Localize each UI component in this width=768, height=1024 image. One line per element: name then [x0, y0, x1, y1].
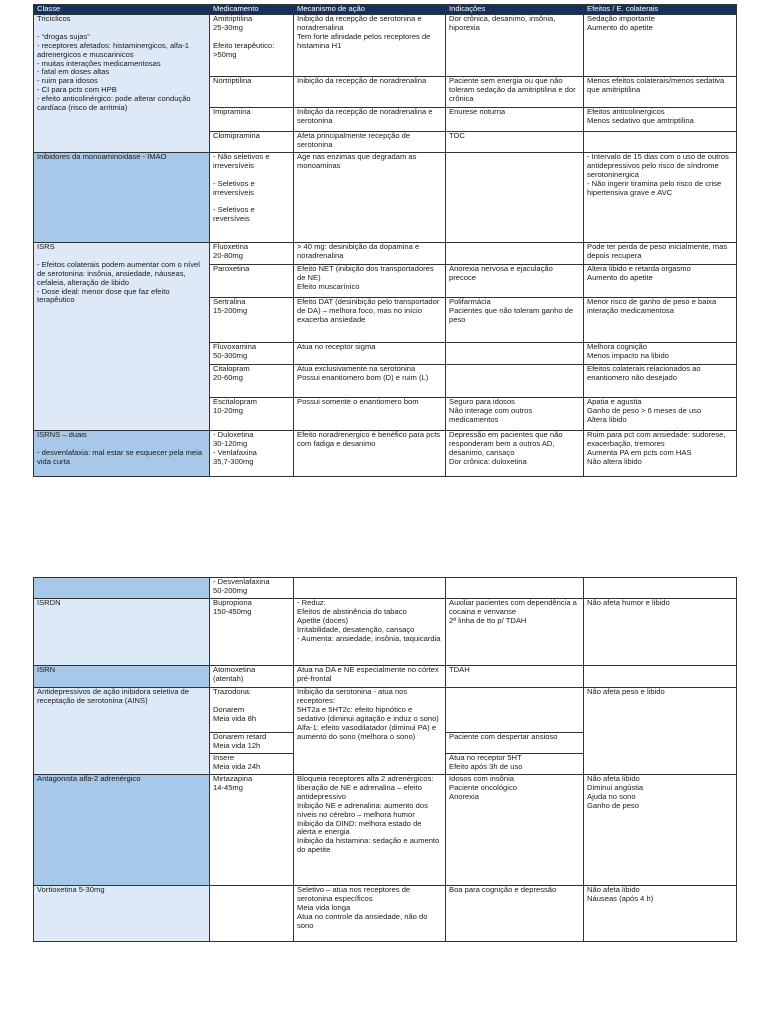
efe-cell: Sedação importante Aumento do apetite	[584, 15, 737, 77]
med-cell: Insere Meia vida 24h	[210, 754, 294, 775]
ind-cell	[446, 578, 584, 599]
ind-cell: TOC	[446, 132, 584, 153]
efe-cell: Não afeta peso e libido	[584, 688, 737, 775]
class-cell-empty	[34, 578, 210, 599]
ind-cell: Depressão em pacientes que não responderam bem a outros AD, desanimo, cansaço Dor crônica: duloxetina	[446, 431, 584, 477]
table-row	[34, 886, 737, 942]
med-cell: Escitalopram 10-20mg	[210, 398, 294, 431]
table-row	[34, 599, 737, 666]
med-cell: Bupropiona 150-450mg	[210, 599, 294, 666]
mec-cell: Inibição da recepção de noradrenalina e serotonina	[294, 108, 446, 132]
mec-cell: Seletivo – atua nos receptores de serotonina específicos Meia vida longa Atua no controle da ansiedade, não do sono	[294, 886, 446, 942]
class-cell-imao: Inibidores da monoaminoidase - IMAO	[34, 153, 210, 243]
mec-cell: Bloqueia receptores alfa 2 adrenérgicos: liberação de NE e adrenalina – efeito antidepressivo Inibição NE e adrenalina: aumento dos níveis no cérebro – melhora humor Inibição da DIND: melhora estado de alerta e energia Inibição da histamina: sedação e aumento do apetite	[294, 775, 446, 886]
class-cell-isrns: ISRNS – duais - desvenlafaxia: mal estar se esquecer pela meia vida curta	[34, 431, 210, 477]
efe-cell: Efeitos colaterais relacionados ao enantiomero não desejado	[584, 365, 737, 398]
ind-cell: Boa para cognição e depressão	[446, 886, 584, 942]
med-cell: - Desvenlafaxina 50-200mg	[210, 578, 294, 599]
mec-cell: Age nas enzimas que degradam as monoaminas	[294, 153, 446, 243]
class-cell-isrn: ISRN	[34, 666, 210, 688]
class-cell-isrs: ISRS - Efeitos colaterais podem aumentar com o nível de serotonina: insônia, ansiedade, náuseas, cefaleia, alteração de libido - Dose ideal: menor dose que faz efeito terapêutico	[34, 243, 210, 431]
med-cell: Trazodona: Donarem Meia vida 8h	[210, 688, 294, 733]
med-cell: Mirtazapina 14-45mg	[210, 775, 294, 886]
efe-cell: Ruim para pct com ansiedade: sudorese, exacerbação, tremores Aumenta PA em pcts com HAS Não altera libido	[584, 431, 737, 477]
table-row	[34, 431, 737, 477]
ind-cell: Idosos com insônia Paciente oncológico Anorexia	[446, 775, 584, 886]
med-cell: - Não seletivos e irreversíveis - Seletivos e irreversíveis - Seletivos e reversíveis	[210, 153, 294, 243]
class-cell-triciclicos: Tricíclicos - “drogas sujas” - receptores afetados: histaminergicos, alfa-1 adrenergicos e muscarinicos - muitas interações medicamentosas - fatal em doses altas - ruim para idosos - CI para pcts com HPB - efeito anticolinérgico: pode alterar condução cardíaca (risco de arritmia)	[34, 15, 210, 153]
mec-cell: Efeito noradrenergico é benéfico para pcts com fadiga e desanimo	[294, 431, 446, 477]
med-cell: Atomoxetina (atentah)	[210, 666, 294, 688]
med-cell: Clomipramina	[210, 132, 294, 153]
ind-cell	[446, 153, 584, 243]
efe-cell: Altera libido e retarda orgasmo Aumento do apetite	[584, 265, 737, 298]
mec-cell	[294, 578, 446, 599]
efe-cell	[584, 132, 737, 153]
efe-cell	[584, 578, 737, 599]
med-cell: Citalopram 20-60mg	[210, 365, 294, 398]
efe-cell: Não afeta libido Diminui angústia Ajuda no sono Ganho de peso	[584, 775, 737, 886]
mec-cell: - Reduz: Efeitos de abstinência do tabaco Apetite (doces) Irritabilidade, desatenção, cansaço - Aumenta: ansiedade, insônia, taquicardia	[294, 599, 446, 666]
med-cell: Sertralina 15-200mg	[210, 298, 294, 343]
class-cell-alfa2: Antagonista alfa-2 adrenérgico	[34, 775, 210, 886]
ind-cell	[446, 343, 584, 365]
efe-cell	[584, 666, 737, 688]
table-row	[34, 688, 737, 733]
mec-cell: Atua exclusivamente na serotonina Possui enantiomero bom (D) e ruim (L)	[294, 365, 446, 398]
efe-cell: Não afeta libido Náuseas (após 4 h)	[584, 886, 737, 942]
efe-cell: Efeitos anticolinergicos Menos sedativo que amtriptilina	[584, 108, 737, 132]
mec-cell: Atua na DA e NE especialmente no córtex pré-frontal	[294, 666, 446, 688]
mec-cell: Inibição da serotonina - atua nos receptores: 5HT2a e 5HT2c: efeito hipnótico e sedativo (diminui agitação e induz o sono) Alfa-1: efeito vasodilatador (diminui PA) e aumento do sono (melhora o sono)	[294, 688, 446, 775]
efe-cell: - Intervalo de 15 dias com o uso de outros antidepressivos pelo risco de síndrome serotoninergica - Não ingerir tiramina pelo risco de crise hipertensiva grave e AVC	[584, 153, 737, 243]
mec-cell: > 40 mg: desinibição da dopamina e noradrenalina	[294, 243, 446, 265]
header-classe: Classe	[34, 5, 210, 15]
med-cell: Donarem retard Meia vida 12h	[210, 733, 294, 754]
ind-cell	[446, 688, 584, 733]
mec-cell: Efeito DAT (desinibição pelo transportador de DA) – melhora foco, mas no início exacerba ansiedade	[294, 298, 446, 343]
ind-cell: Dor crônica, desanimo, insônia, hiporexia	[446, 15, 584, 77]
efe-cell: Melhora cognição Menos impacto na libido	[584, 343, 737, 365]
header-medicamento: Medicamento	[210, 5, 294, 15]
class-cell-vortioxetina: Vortioxetina 5-30mg	[34, 886, 210, 942]
table-row	[34, 666, 737, 688]
med-cell: Nortriptilina	[210, 77, 294, 108]
table-row	[34, 15, 737, 77]
ind-cell: Atua no receptor 5HT Efeito após 3h de uso	[446, 754, 584, 775]
table-row	[34, 153, 737, 243]
med-cell	[210, 886, 294, 942]
mec-cell: Possui somente o enantiomero bom	[294, 398, 446, 431]
ind-cell: Polifarmácia Pacientes que não toleram ganho de peso	[446, 298, 584, 343]
antidepressant-table-part-2	[33, 577, 737, 942]
ind-cell: Auxiliar pacientes com dependência a cocaina e venvanse 2ª linha de tto p/ TDAH	[446, 599, 584, 666]
header-indicacoes: Indicações	[446, 5, 584, 15]
ind-cell: Seguro para idosos Não interage com outros medicamentos	[446, 398, 584, 431]
ind-cell: Paciente com despertar ansioso	[446, 733, 584, 754]
med-cell: - Duloxetina 30-120mg - Venlafaxina 35,7-300mg	[210, 431, 294, 477]
med-cell: Imipramina	[210, 108, 294, 132]
ind-cell: Enurese noturna	[446, 108, 584, 132]
ind-cell	[446, 365, 584, 398]
header-row	[34, 5, 737, 15]
mec-cell: Inibição da recepção de serotonina e noradrenalina Tem forte afinidade pelos receptores de histamina H1	[294, 15, 446, 77]
class-cell-ains: Antidepressivos de ação inibidora seletiva de receptação de serotonina (AINS)	[34, 688, 210, 775]
efe-cell: Apatia e agustia Ganho de peso > 6 meses de uso Altera libido	[584, 398, 737, 431]
med-cell: Paroxetina	[210, 265, 294, 298]
mec-cell: Atua no receptor sigma	[294, 343, 446, 365]
ind-cell	[446, 243, 584, 265]
antidepressant-table-part-1	[33, 4, 737, 477]
table-row	[34, 578, 737, 599]
ind-cell: Paciente sem energia ou que não toleram sedação da amitriptilina e dor crônica	[446, 77, 584, 108]
header-mecanismo: Mecanismo de ação	[294, 5, 446, 15]
table-row	[34, 243, 737, 265]
mec-cell: Efeito NET (inibição dos transportadores de NE) Efeito muscarínico	[294, 265, 446, 298]
med-cell: Fluoxetina 20-80mg	[210, 243, 294, 265]
table-row	[34, 775, 737, 886]
mec-cell: Afeta principalmente recepção de serotonina	[294, 132, 446, 153]
mec-cell: Inibição da recepção de noradrenalina	[294, 77, 446, 108]
class-cell-isrdn: ISRDN	[34, 599, 210, 666]
ind-cell: Anorexia nervosa e ejaculação precoce	[446, 265, 584, 298]
ind-cell: TDAH	[446, 666, 584, 688]
med-cell: Fluvoxamina 50-300mg	[210, 343, 294, 365]
header-efeitos: Efeitos / E. colaterais	[584, 5, 737, 15]
efe-cell: Menor risco de ganho de peso e baixa interação medicamentosa	[584, 298, 737, 343]
efe-cell: Não afeta humor e libido	[584, 599, 737, 666]
med-cell: Amitriptilina 25-30mg Efeito terapêutico: >50mg	[210, 15, 294, 77]
efe-cell: Pode ter perda de peso inicialmente, mas depois recupera	[584, 243, 737, 265]
efe-cell: Menos efeitos colaterais/menos sedativa que amitriptilina	[584, 77, 737, 108]
